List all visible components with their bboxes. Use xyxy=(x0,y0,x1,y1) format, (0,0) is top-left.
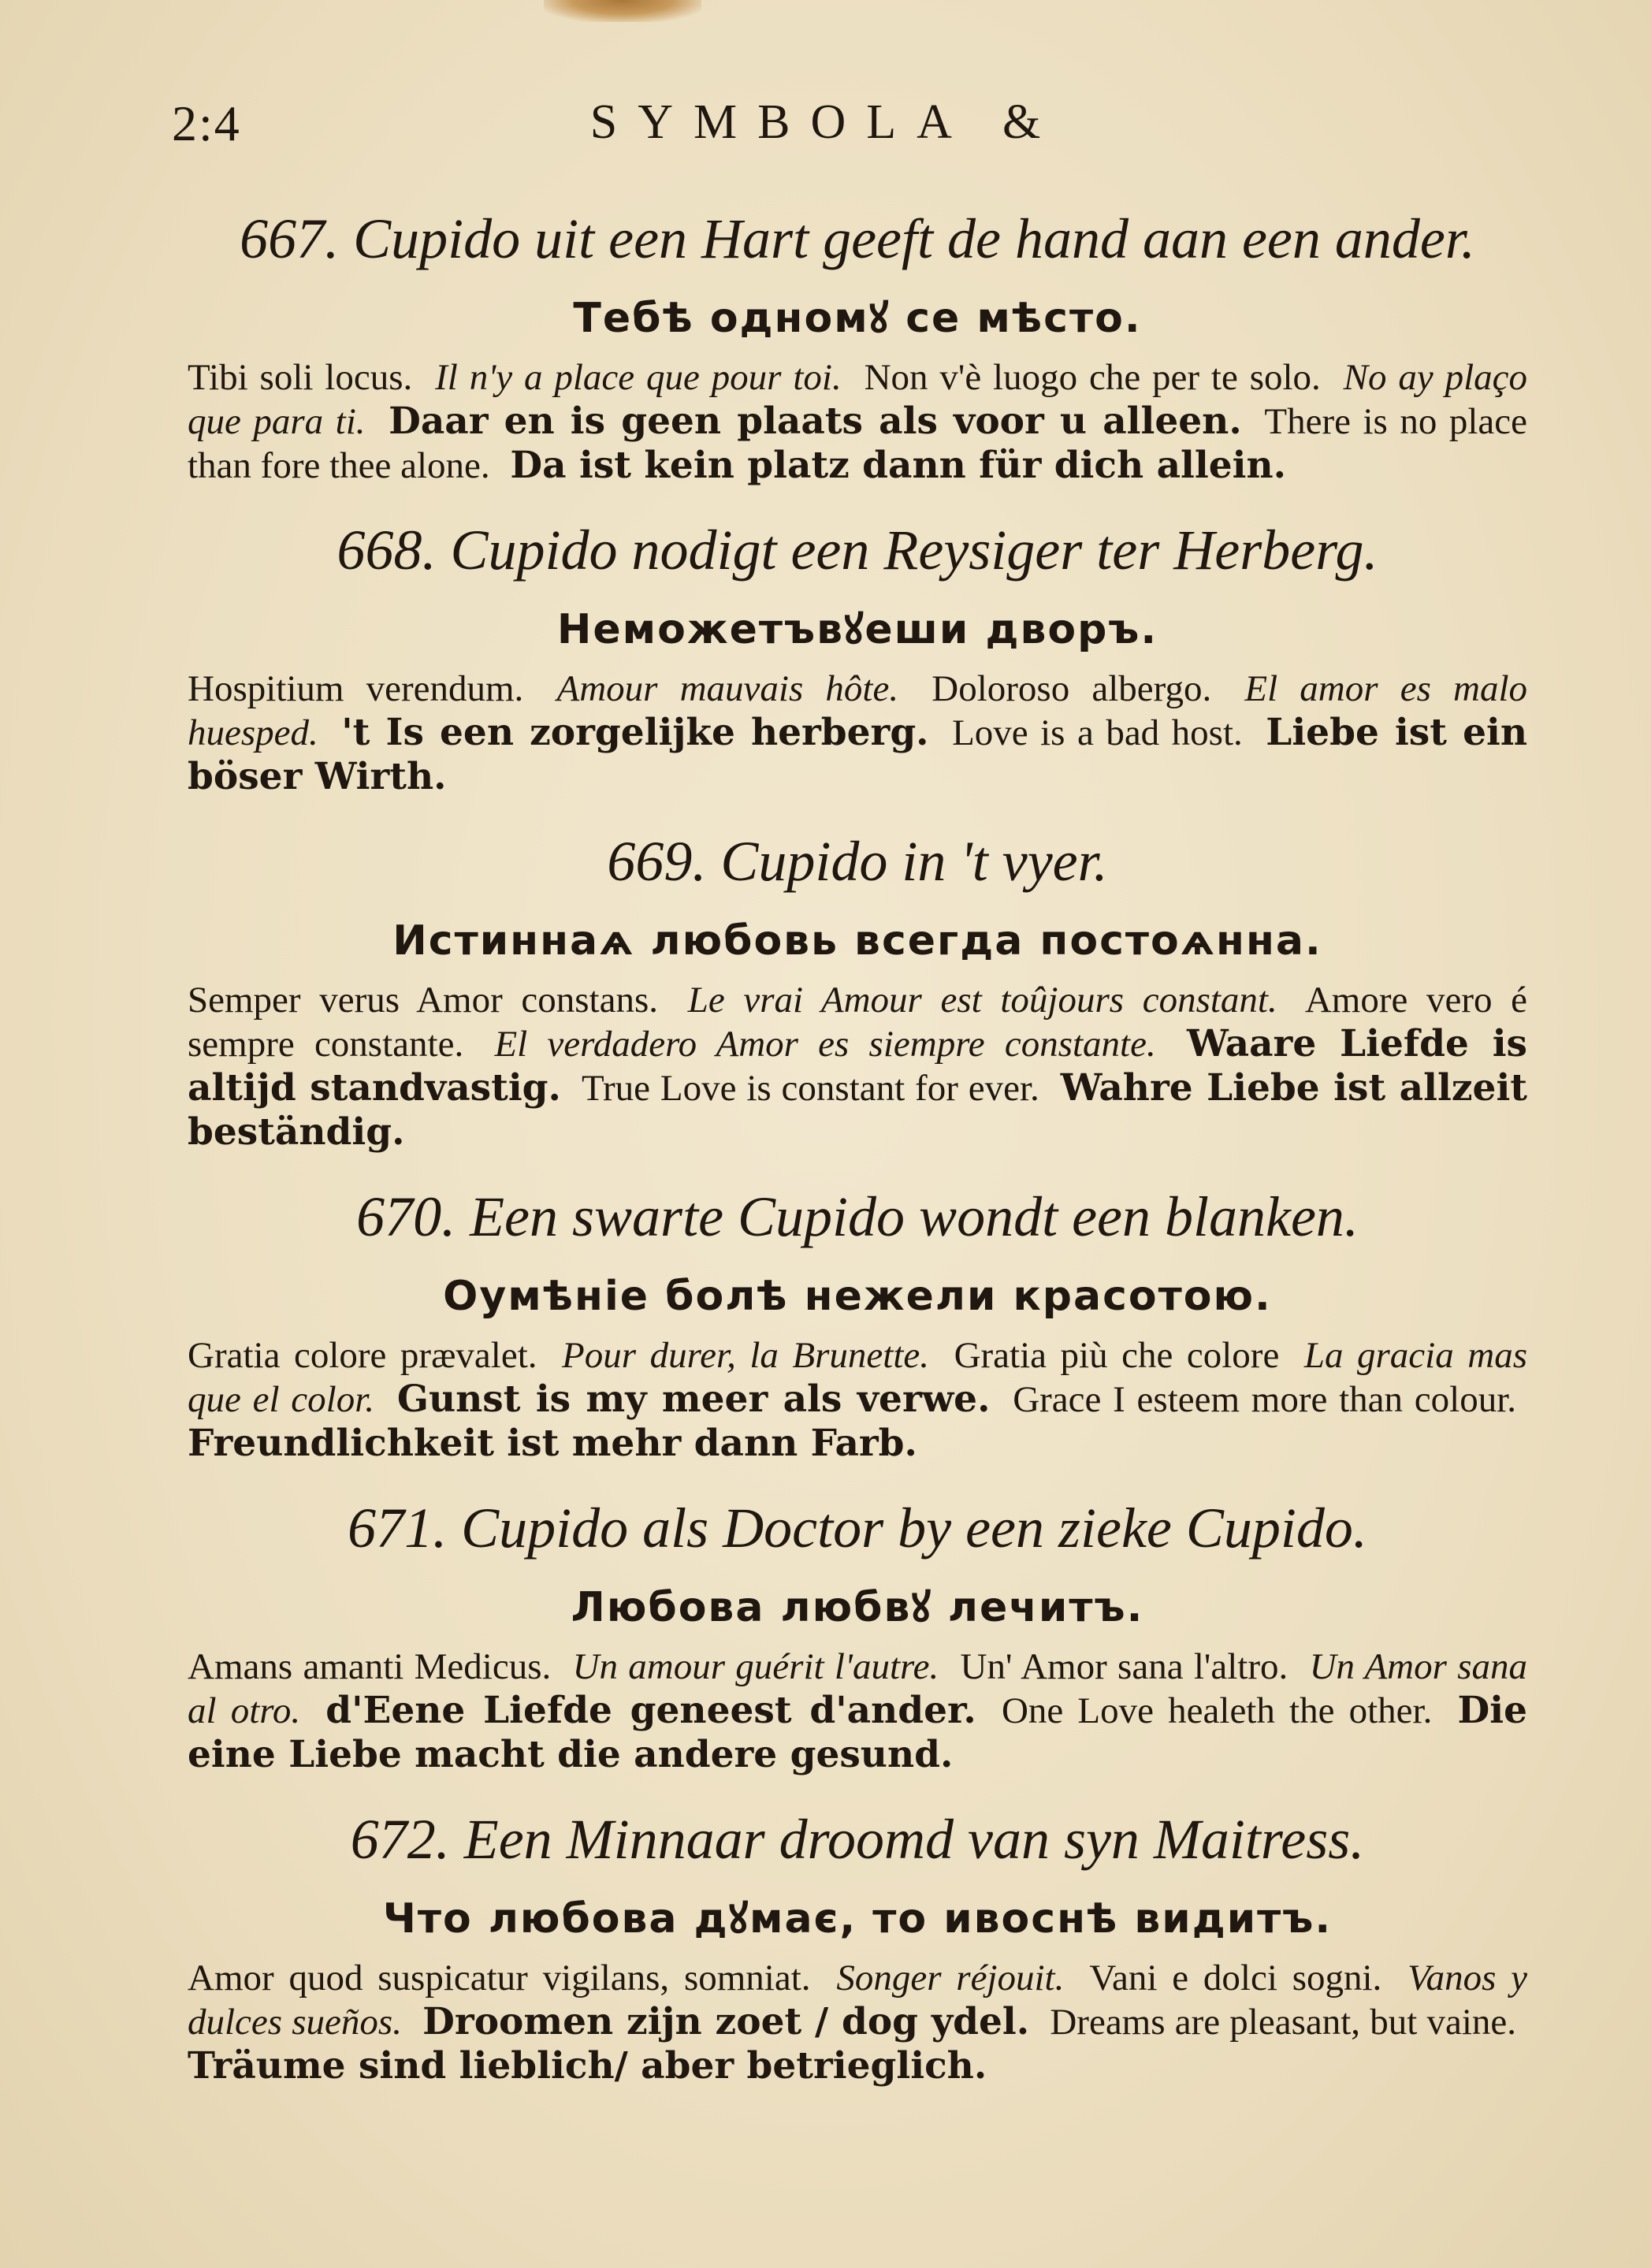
latin-motto: Hospitium verendum. xyxy=(188,668,524,709)
entry-title: 669. Cupido in 't vyer. xyxy=(607,830,1108,893)
italian-motto: Non v'è luogo che per te solo. xyxy=(864,357,1321,398)
entry-translations xyxy=(188,1645,1527,1777)
slavonic-motto: Что любова дꙋмає, то ивоснѣ видитъ. xyxy=(382,1895,1333,1943)
english-motto: Dreams are pleasant, but vaine. xyxy=(1050,2002,1517,2043)
latin-motto: Tibi soli locus. xyxy=(188,357,413,398)
emblem-entry xyxy=(188,820,1527,1154)
page-stain xyxy=(544,0,701,22)
spanish-motto: No ay plaço que para ti. xyxy=(188,357,1528,442)
french-motto: Il n'y a place que pour toi. xyxy=(435,357,842,398)
latin-motto: Gratia colore prævalet. xyxy=(188,1335,537,1376)
french-motto: Pour durer, la Brunette. xyxy=(562,1335,930,1376)
english-motto: Love is a bad host. xyxy=(952,712,1243,753)
french-motto: Un amour guérit l'autre. xyxy=(572,1646,939,1687)
entry-translations xyxy=(188,1957,1527,2088)
english-motto: There is no place than fore thee alone. xyxy=(188,401,1527,486)
spanish-motto: El verdadero Amor es siempre constante. xyxy=(494,1024,1156,1065)
emblem-entry xyxy=(188,1175,1527,1466)
dutch-motto: Gunst is my meer als verwe. xyxy=(396,1378,991,1421)
german-motto: Träume sind lieblich/ aber betrieglich. xyxy=(188,2044,987,2088)
running-title: SYMBOLA & xyxy=(589,95,1062,149)
italian-motto: Amore vero é sempre constante. xyxy=(188,980,1528,1065)
spanish-motto: Vanos y dulces sueños. xyxy=(188,1958,1528,2043)
emblem-entry xyxy=(188,508,1527,799)
entry-title: 672. Een Minnaar droomd van syn Maitress. xyxy=(350,1808,1365,1871)
german-motto: Freundlichkeit ist mehr dann Farb. xyxy=(188,1422,917,1465)
entry-title: 668. Cupido nodigt een Reysiger ter Herberg. xyxy=(337,519,1378,582)
latin-motto: Amans amanti Medicus. xyxy=(188,1646,552,1687)
english-motto: Grace I esteem more than colour. xyxy=(1013,1379,1517,1420)
italian-motto: Vani e dolci sogni. xyxy=(1089,1958,1382,1998)
page-header xyxy=(0,95,1651,173)
italian-motto: Doloroso albergo. xyxy=(931,668,1212,709)
entry-title: 671. Cupido als Doctor by een zieke Cupido. xyxy=(348,1497,1367,1560)
slavonic-motto: Любова любвꙋ лечитъ. xyxy=(571,1584,1144,1631)
spanish-motto: Un Amor sana al otro. xyxy=(188,1646,1527,1731)
dutch-motto: Waare Liefde is altijd standvastig. xyxy=(188,1022,1528,1110)
french-motto: Amour mauvais hôte. xyxy=(556,668,899,709)
french-motto: Le vrai Amour est toûjours constant. xyxy=(687,980,1277,1021)
entry-title: 667. Cupido uit een Hart geeft de hand aan een ander. xyxy=(240,207,1475,270)
english-motto: True Love is constant for ever. xyxy=(581,1068,1039,1109)
german-motto: Wahre Liebe ist allzeit beständig. xyxy=(188,1066,1528,1154)
dutch-motto: d'Eene Liefde geneest d'ander. xyxy=(325,1689,976,1732)
latin-motto: Semper verus Amor constans. xyxy=(188,980,659,1021)
english-motto: One Love healeth the other. xyxy=(1001,1690,1433,1731)
emblem-entries xyxy=(188,197,1527,2109)
latin-motto: Amor quod suspicatur vigilans, somniat. xyxy=(188,1958,811,1998)
entry-translations xyxy=(188,1334,1527,1466)
dutch-motto: Droomen zijn zoet / dog ydel. xyxy=(422,2000,1030,2043)
entry-translations xyxy=(188,667,1527,799)
slavonic-motto: Тебѣ одномꙋ се мѣсто. xyxy=(573,295,1142,342)
german-motto: Da ist kein platz dann für dich allein. xyxy=(510,444,1287,487)
emblem-entry xyxy=(188,197,1527,488)
spanish-motto: El amor es malo huesped. xyxy=(188,668,1528,753)
dutch-motto: 't Is een zorgelijke herberg. xyxy=(341,711,929,754)
emblem-entry xyxy=(188,1798,1527,2088)
french-motto: Songer réjouit. xyxy=(836,1958,1065,1998)
italian-motto: Un' Amor sana l'altro. xyxy=(960,1646,1288,1687)
spanish-motto: La gracia mas que el color. xyxy=(188,1335,1527,1420)
entry-translations xyxy=(188,356,1527,488)
german-motto: Liebe ist ein böser Wirth. xyxy=(188,711,1528,798)
slavonic-motto: Неможетъвꙋеши дворъ. xyxy=(556,606,1158,653)
dutch-motto: Daar en is geen plaats als voor u alleen. xyxy=(389,400,1242,443)
page-number: 2:4 xyxy=(172,95,241,151)
slavonic-motto: Истиннаѧ любовь всегда постоѧнна. xyxy=(392,917,1322,965)
entry-title: 670. Een swarte Cupido wondt een blanken. xyxy=(356,1185,1359,1248)
slavonic-motto: Оумѣніе болѣ нежели красотою. xyxy=(443,1273,1272,1320)
german-motto: Die eine Liebe macht die andere gesund. xyxy=(188,1689,1528,1776)
italian-motto: Gratia più che colore xyxy=(954,1335,1280,1376)
entry-translations xyxy=(188,979,1527,1154)
emblem-entry xyxy=(188,1486,1527,1777)
